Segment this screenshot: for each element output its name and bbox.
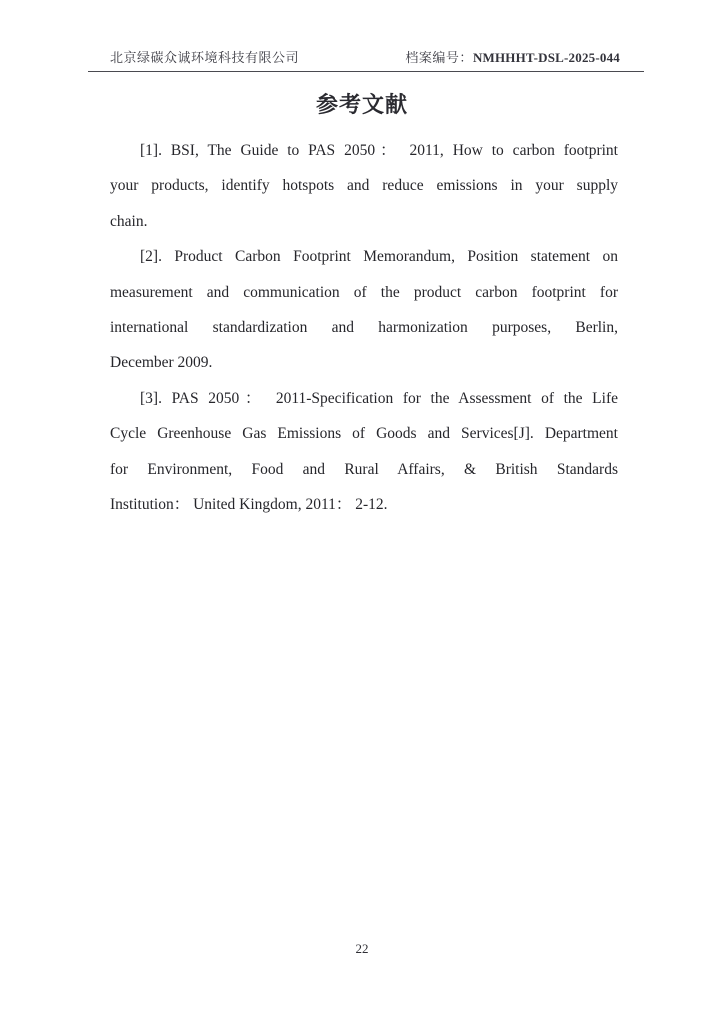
page-number: 22 [355, 941, 369, 956]
reference-line: [3]. PAS 2050： 2011-Specification for the Assessment of the Life [140, 389, 618, 407]
reference-line: December 2009. [110, 354, 213, 372]
reference-line: [2]. Product Carbon Footprint Memorandum, Position statement on [140, 248, 618, 266]
reference-line: international standardization and harmonization purposes, Berlin, [110, 319, 618, 337]
reference-line: Institution： United Kingdom, 2011： 2-12. [110, 496, 388, 514]
archive-number-group [405, 48, 620, 68]
archive-code: NMHHHT-DSL-2025-044 [472, 50, 620, 65]
page-title: 参考文献 [315, 92, 408, 117]
reference-line: measurement and communication of the product carbon footprint for [110, 283, 618, 301]
header-rule [88, 71, 644, 72]
references [110, 133, 618, 522]
reference-line: chain. [110, 212, 148, 230]
reference-line: your products, identify hotspots and reduce emissions in your supply [110, 177, 618, 195]
reference-paragraph [110, 239, 618, 381]
page-footer [0, 940, 724, 958]
page-header [110, 48, 620, 68]
reference-line: for Environment, Food and Rural Affairs, & British Standards [110, 460, 618, 478]
reference-paragraph [110, 133, 618, 239]
company-name: 北京绿碳众诚环境科技有限公司 [110, 50, 300, 65]
reference-line: [1]. BSI, The Guide to PAS 2050： 2011, How to carbon footprint [140, 142, 618, 159]
reference-line: Cycle Greenhouse Gas Emissions of Goods and Services[J]. Department [110, 425, 618, 443]
reference-paragraph [110, 381, 618, 523]
archive-label: 档案编号： [405, 50, 473, 65]
